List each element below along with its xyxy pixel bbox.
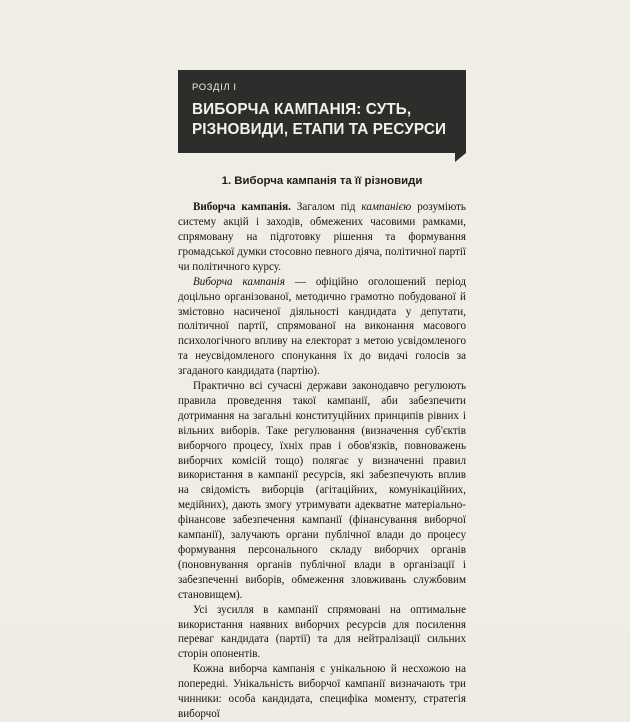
section-title: 1. Виборча кампанія та її різновиди [221,175,423,188]
chapter-heading-block [178,70,466,153]
paragraph-3 [178,379,466,603]
run-text: Усі зусилля в кампанії спрямовані на оптимальне використання наявних виборчих ресурсів для посилення переваг кандидата (партії) та для нейтралізації сильних сторін опонентів. [178,603,466,661]
run-text: Кожна виборча кампанія є унікальною й несхожою на попередні. Унікальність виборчої кампанії визначають три чинники: особа кандидата, специфіка моменту, стратегія виборчої [178,663,466,720]
body-text [178,200,466,722]
chapter-title-line-1: ВИБОРЧА КАМПАНІЯ: СУТЬ, [192,101,412,118]
chapter-label: РОЗДІЛ I [192,82,237,93]
chapter-block-notch [455,153,466,162]
run-text: Практично всі сучасні держави законодавчо регулюють правила проведення такої кампанії, аби забезпечити дотримання на загальні конституційних принципів рівних і вільних виборів. Таке регулювання (визначення суб'єктів виборчого процесу, їхніх прав і обов'язків, повноважень виборчих комісій тощо) полягає у визначенні правил використання в кампанії ресурсів, які забезпечують вплив на свідомість виборців (агітаційних, комунікаційних, медійних), дають змогу утримувати адекватне матеріально-фінансове забезпечення кампанії (фінансування виборчої кампанії), залучають органи публічної влади до процесу формування персонального складу виборчих органів (поновнування органів публічної влади в організації і забезпеченні виборів, обмеження зловживань службовим становищем). [178,380,466,601]
page-content [178,70,466,722]
paragraph-2 [178,275,466,379]
chapter-title-line-2: РІЗНОВИДИ, ЕТАПИ ТА РЕСУРСИ [192,120,447,138]
run-text: — офіційно оголошений період доцільно організованої, методично грамотно побудованої й змістовно насиченої діяльності кандидата у депутати, політичної партії, спрямованої на виконання масового психологічного впливу на електорат з метою усвідомленого та неусвідомленого спонукання їх до видачі голосів за згаданого кандидата (партію). [178,275,466,378]
paragraph-5 [178,662,466,722]
paragraph-1 [178,200,466,275]
run-text: розуміють систему акцій і заходів, обмежених часовими рамками, спрямовану на підготовку рішення та формування громадської думки стосовно певного діяча, політичної партії чи політичного курсу. [178,201,466,273]
run-text: Загалом під [290,201,362,214]
run-bold: Виборча кампанія. [193,201,291,214]
run-italic: Виборча кампанія [193,275,285,288]
run-italic: кампанією [361,201,412,214]
chapter-title [192,100,452,139]
paragraph-4 [178,603,466,663]
